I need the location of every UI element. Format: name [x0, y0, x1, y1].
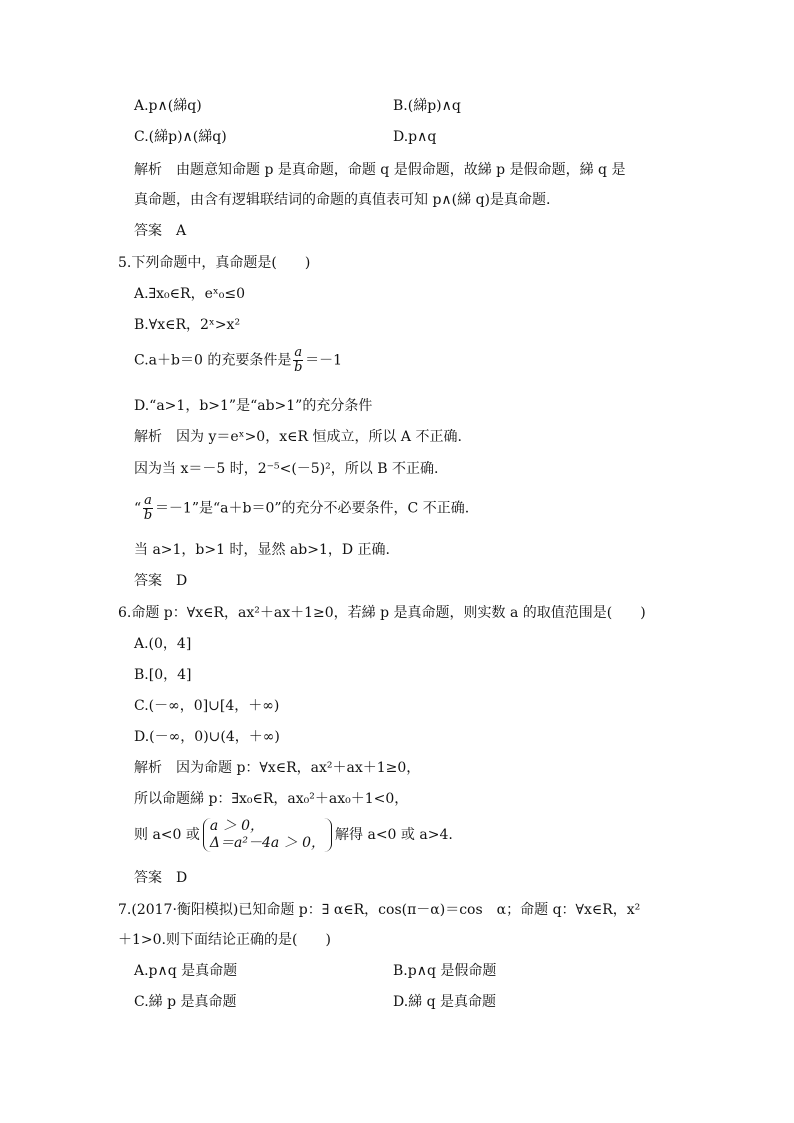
q6-case-2: Δ＝a²－4a ＞ 0， — [209, 835, 326, 851]
q5-option-c-tail: ＝－1 — [305, 352, 343, 369]
q6-option-a: A.(0，4] — [134, 636, 192, 652]
q5-answer: 答案 D — [134, 573, 188, 589]
q5-analysis-fraction — [143, 494, 153, 523]
q4-answer: 答案 A — [134, 223, 187, 239]
q6-answer: 答案 D — [134, 870, 188, 886]
q5-analysis-line3 — [134, 494, 469, 523]
q7-option-d: D.綈 q 是真命题 — [393, 994, 497, 1010]
q5-option-a: A.∃x₀∈R，eˣ₀≤0 — [134, 286, 246, 302]
q7-stem-line1: 7.(2017·衡阳模拟)已知命题 p：∃ α∈R，cos(π－α)＝cos α；命题 q：∀x∈R，x² — [118, 902, 641, 918]
q6-analysis-line3-tail: 解得 a<0 或 a>4. — [335, 827, 453, 843]
q6-analysis-line3 — [134, 818, 453, 852]
q5-option-b: B.∀x∈R，2ˣ>x² — [134, 317, 241, 333]
q6-cases-brace — [203, 818, 332, 852]
q4-option-b: B.(綈p)∧q — [393, 98, 461, 114]
q6-analysis-line1: 解析 因为命题 p：∀x∈R，ax²＋ax＋1≥0， — [134, 760, 421, 776]
q6-option-c: C.(－∞，0]∪[4，＋∞) — [134, 698, 280, 714]
q6-option-b: B.[0，4] — [134, 667, 192, 683]
q5-fraction-num: a — [294, 345, 303, 360]
q7-stem-line2: ＋1>0.则下面结论正确的是( ) — [118, 932, 331, 948]
q6-stem: 6.命题 p：∀x∈R，ax²＋ax＋1≥0，若綈 p 是真命题，则实数 a 的取值范围是( ) — [118, 605, 646, 621]
q5-analysis-fraction-num: a — [144, 493, 152, 508]
q6-analysis-line2: 所以命题綈 p：∃x₀∈R，ax₀²＋ax₀＋1<0， — [134, 791, 409, 807]
q7-option-a: A.p∧q 是真命题 — [134, 963, 238, 979]
q4-option-d: D.p∧q — [393, 129, 437, 145]
q5-option-d: D.“a>1，b>1”是“ab>1”的充分条件 — [134, 398, 373, 414]
q4-option-a: A.p∧(綈q) — [134, 98, 202, 114]
q5-option-c — [134, 346, 342, 375]
q5-analysis-quote: “ — [134, 500, 142, 517]
q5-fraction — [293, 346, 303, 375]
q7-option-b: B.p∧q 是假命题 — [393, 963, 497, 979]
q4-analysis-line1: 解析 由题意知命题 p 是真命题，命题 q 是假命题，故綈 p 是假命题，綈 q 是 — [134, 162, 626, 178]
q6-case-1: a ＞ 0， — [209, 818, 265, 834]
q5-analysis-fraction-den: b — [143, 508, 153, 523]
q5-option-c-text: C.a＋b＝0 的充要条件是 — [134, 352, 292, 369]
q4-analysis-line2: 真命题，由含有逻辑联结词的命题的真值表可知 p∧(綈 q)是真命题. — [134, 192, 551, 208]
q5-analysis-line1: 解析 因为 y＝eˣ>0，x∈R 恒成立，所以 A 不正确. — [134, 429, 462, 445]
q6-option-d: D.(－∞，0)∪(4，＋∞) — [134, 729, 280, 745]
q5-analysis-line3-text: ＝－1”是“a＋b＝0”的充分不必要条件，C 不正确. — [154, 500, 470, 517]
q5-fraction-den: b — [294, 360, 303, 375]
q4-option-c: C.(綈p)∧(綈q) — [134, 129, 227, 145]
q5-analysis-line2: 因为当 x＝－5 时，2⁻⁵<(－5)²，所以 B 不正确. — [134, 461, 439, 477]
q7-option-c: C.綈 p 是真命题 — [134, 994, 237, 1010]
q6-analysis-line3-text: 则 a<0 或 — [134, 827, 200, 843]
q5-stem: 5.下列命题中，真命题是( ) — [118, 255, 311, 271]
q5-analysis-line4: 当 a>1，b>1 时，显然 ab>1，D 正确. — [134, 542, 391, 558]
